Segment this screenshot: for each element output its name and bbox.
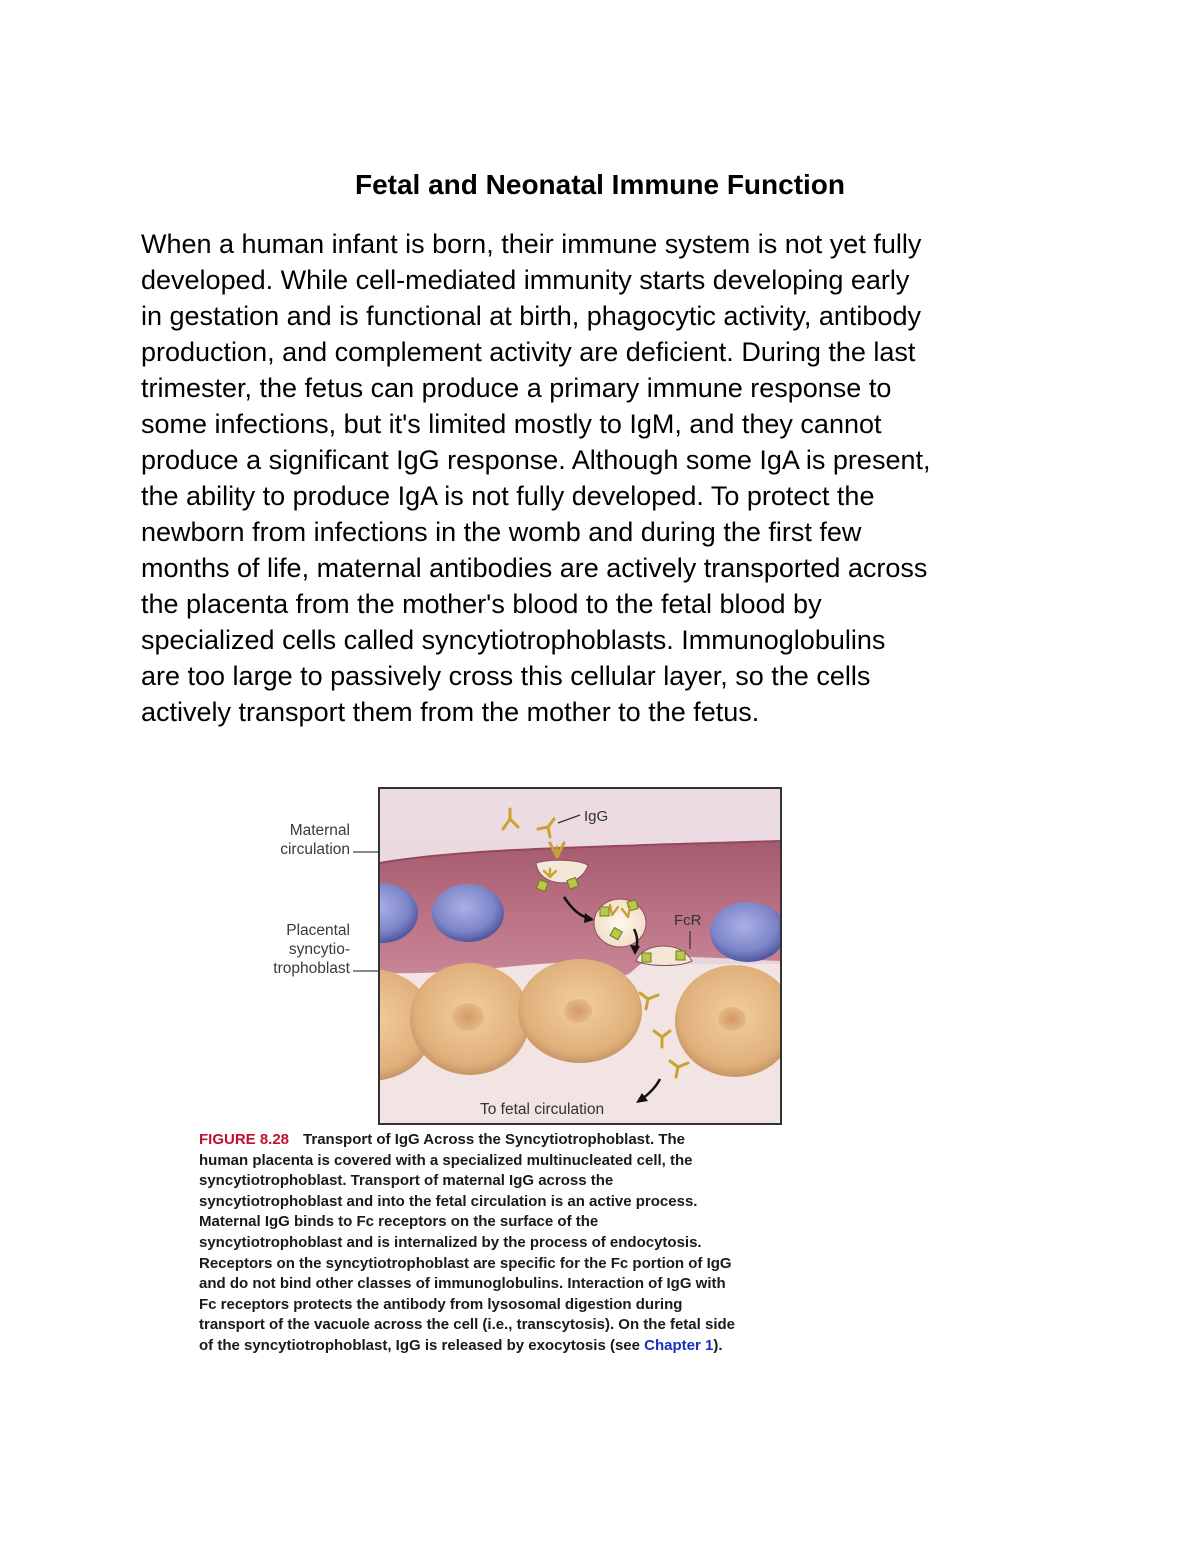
fetal-cell-nucleus [564,999,592,1023]
body-line: some infections, but it's limited mostly to IgM, and they cannot [141,409,882,439]
caption-line: syncytiotrophoblast. Transport of maternal IgG across the [199,1172,614,1190]
body-line: specialized cells called syncytiotrophoblasts. Immunoglobulins [141,625,886,655]
figure-caption [199,1130,859,1357]
caption-line: syncytiotrophoblast and is internalized by the process of endocytosis. [199,1233,702,1251]
caption-last-text: of the syncytiotrophoblast, IgG is released by exocytosis (see [199,1336,645,1354]
body-paragraph [141,226,1081,730]
nucleus-center [432,884,504,942]
placental-label-line: Placental [286,922,350,939]
caption-line [199,1130,859,1151]
caption-line: Maternal IgG binds to Fc receptors on the surface of the [199,1213,599,1231]
placental-label-line: syncytio- [288,941,350,958]
transcytosis-illustration [380,789,780,1123]
body-line: production, and complement activity are deficient. During the last [141,337,916,367]
caption-line [199,1336,859,1357]
document-title: Fetal and Neonatal Immune Function [354,169,846,200]
caption-line: human placenta is covered with a specialized multinucleated cell, the [199,1151,693,1169]
label-leader-lines [340,840,382,980]
fetal-cell-nucleus [718,1007,746,1031]
fcr-label: FcR [674,912,702,929]
caption-line: Fc receptors protects the antibody from lysosomal digestion during [199,1295,683,1313]
maternal-label-line: circulation [280,841,350,858]
body-line: the placenta from the mother's blood to the fetal blood by [141,589,822,619]
igg-label: IgG [584,808,609,825]
body-line: the ability to produce IgA is not fully developed. To protect the [141,481,875,511]
caption-line: and do not bind other classes of immunoglobulins. Interaction of IgG with [199,1275,726,1293]
placental-syncytiotrophoblast-label [240,921,350,978]
fetal-circulation-label: To fetal circulation [480,1101,605,1118]
body-line: months of life, maternal antibodies are actively transported across [141,553,928,583]
chapter-1-link[interactable]: Chapter 1 [644,1336,714,1354]
body-line: When a human infant is born, their immune system is not yet fully [141,229,922,259]
body-line: developed. While cell-mediated immunity starts developing early [141,265,910,295]
caption-line: syncytiotrophoblast and into the fetal circulation is an active process. [199,1192,698,1210]
caption-line: transport of the vacuole across the cell (i.e., transcytosis). On the fetal side [199,1316,735,1334]
body-line: actively transport them from the mother to the fetus. [141,697,760,727]
caption-last-close: ). [713,1336,723,1354]
fetal-cell-nucleus [452,1003,484,1031]
caption-line: Receptors on the syncytiotrophoblast are specific for the Fc portion of IgG [199,1254,732,1272]
body-line: in gestation and is functional at birth, phagocytic activity, antibody [141,301,921,331]
transcytosis-figure [378,787,782,1125]
body-line: trimester, the fetus can produce a primary immune response to [141,373,892,403]
body-line: newborn from infections in the womb and during the first few [141,517,862,547]
maternal-label-line: Maternal [289,822,350,839]
caption-title: Transport of IgG Across the Syncytiotrophoblast. The [303,1131,686,1148]
fc-receptor [642,953,651,962]
maternal-circulation-label [240,821,350,859]
body-line: are too large to passively cross this cellular layer, so the cells [141,661,871,691]
fc-receptor [676,951,685,960]
figure-number: FIGURE 8.28 [199,1131,290,1148]
placental-label-line: trophoblast [273,960,350,977]
body-line: produce a significant IgG response. Although some IgA is present, [141,445,931,475]
fc-receptor [600,907,609,916]
